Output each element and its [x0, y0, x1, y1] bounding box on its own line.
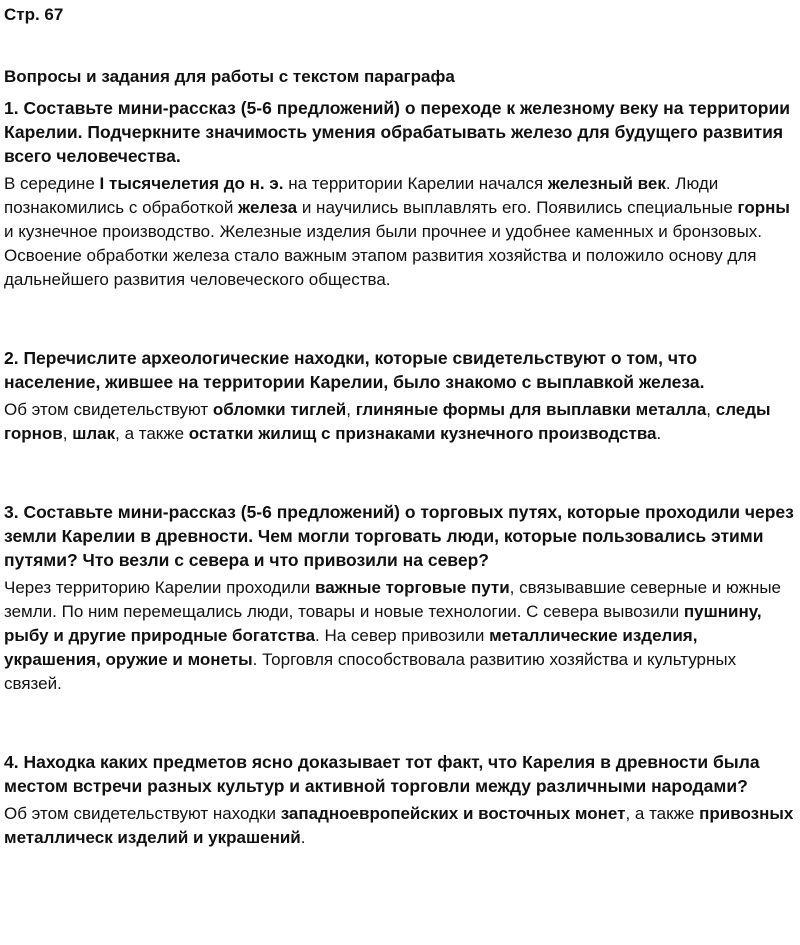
answer-text-run: Об этом свидетельствуют находки — [4, 804, 281, 823]
answer-bold-run: металлические изделия, украшения, оружие и монеты — [4, 626, 698, 669]
answer-text-run: , — [62, 424, 73, 443]
answer-text-run: , а также — [625, 804, 700, 823]
answer-bold-run: железный век — [547, 174, 666, 193]
answer-1 — [4, 172, 796, 292]
answer-text-run: , — [706, 400, 716, 419]
answer-bold-run: глиняные формы для выплавки металла — [355, 400, 707, 419]
answer-bold-run: важные торговые пути — [314, 578, 510, 597]
question-3: 3. Составьте мини-рассказ (5-6 предложений) о торговых путях, которые проходили через земли Карелии в древности. Чем могли торговать люди, которые пользовались этими путями? Что везли с севера и что привозили на север? — [4, 502, 794, 570]
answer-text-run: . Люди познакомились с обработкой — [4, 174, 719, 217]
answer-text-run: . На север привозили — [315, 626, 490, 645]
question-2: 2. Перечислите археологические находки, которые свидетельствуют о том, что население, жившее на территории Карелии, было знакомо с выплавкой железа. — [4, 348, 705, 392]
answer-bold-run: остатки жилищ с признаками кузнечного производства — [188, 424, 657, 443]
answer-bold-run: привозных металлическ изделий и украшений — [4, 804, 794, 847]
answer-text-run: В середине — [4, 174, 100, 193]
answer-text-run: , — [346, 400, 356, 419]
qa-item-2 — [4, 346, 796, 446]
answer-bold-run: следы горнов — [4, 400, 771, 443]
answer-text-run: . — [300, 828, 306, 847]
answer-bold-run: железа — [238, 198, 298, 217]
answer-3 — [4, 576, 796, 696]
answer-text-run: , связывавшие северные и южные земли. По ним перемещались люди, товары и новые технологии. С севера вывозили — [4, 578, 782, 621]
answer-bold-run: горны — [737, 198, 790, 217]
answer-text-run: . — [656, 424, 662, 443]
qa-item-3 — [4, 500, 796, 696]
answer-bold-run: пушнину, рыбу и другие природные богатства — [4, 602, 762, 645]
answer-text-run: , а также — [115, 424, 189, 443]
qa-item-1 — [4, 96, 796, 292]
answer-bold-run: западноевропейских и восточных монет — [280, 804, 626, 823]
qa-item-4 — [4, 750, 796, 850]
answer-2 — [4, 398, 796, 446]
answer-text-run: . Торговля способствовала развитию хозяйства и культурных связей. — [4, 650, 737, 693]
answer-4 — [4, 802, 796, 850]
answer-bold-run: шлак — [72, 424, 116, 443]
answer-bold-run: I тысячелетия до н. э. — [99, 174, 284, 193]
answer-text-run: и научились выплавлять его. Появились специальные — [297, 198, 738, 217]
page-number: Стр. 67 — [4, 5, 64, 24]
answer-text-run: на территории Карелии начался — [283, 174, 548, 193]
question-1: 1. Составьте мини-рассказ (5-6 предложений) о переходе к железному веку на территории Карелии. Подчеркните значимость умения обрабатывать железо для будущего развития всего человечества. — [4, 98, 791, 166]
question-4: 4. Находка каких предметов ясно доказывает тот факт, что Карелия в древности была местом встречи разных культур и активной торговли между различными народами? — [4, 752, 760, 796]
answer-text-run: и кузнечное производство. Железные изделия были прочнее и удобнее каменных и бронзовых. Освоение обработки железа стало важным этапом развития хозяйства и положило основу для дальнейшего развития человеческого общества. — [4, 222, 763, 289]
answer-bold-run: обломки тиглей — [212, 400, 347, 419]
answer-text-run: Об этом свидетельствуют — [4, 400, 213, 419]
answer-text-run: Через территорию Карелии проходили — [4, 578, 315, 597]
section-title: Вопросы и задания для работы с текстом параграфа — [4, 67, 455, 86]
